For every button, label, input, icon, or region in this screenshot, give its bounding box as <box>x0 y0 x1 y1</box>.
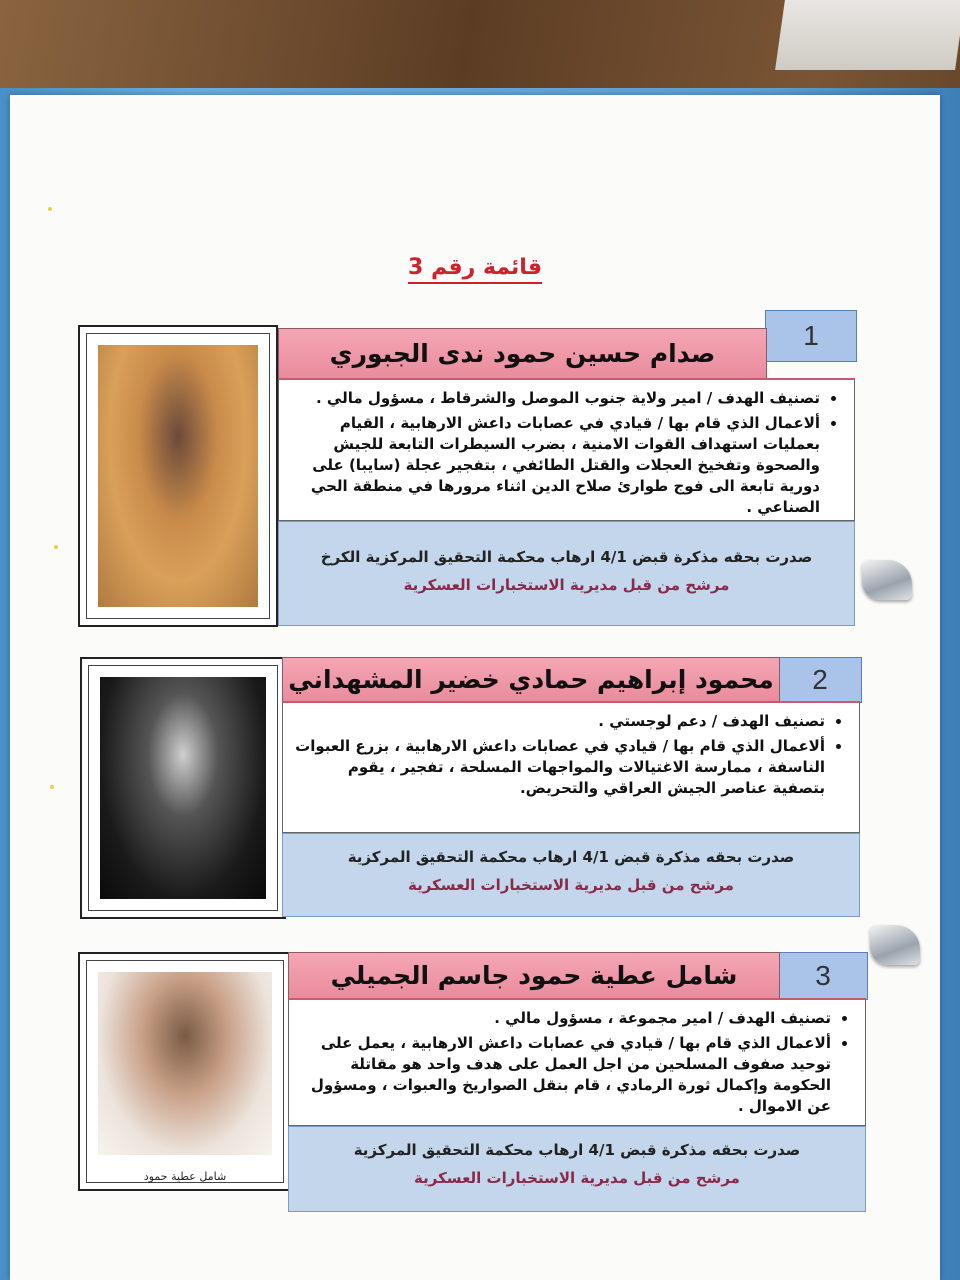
entry-name: صدام حسين حمود ندى الجبوري <box>278 328 767 380</box>
binder-clip <box>862 560 912 600</box>
entry-description <box>282 701 860 833</box>
entry-description <box>278 378 855 521</box>
person-photo <box>98 345 258 607</box>
person-photo <box>98 972 272 1155</box>
warrant-panel <box>288 1126 866 1212</box>
entry-description <box>288 998 866 1126</box>
photo-frame <box>78 325 278 627</box>
classification-text: • تصنيف الهدف / امير مجموعة ، مسؤول مالي . <box>299 1008 831 1029</box>
nominated-text: مرشح من قبل مديرية الاستخبارات العسكرية <box>403 576 730 594</box>
nominated-text: مرشح من قبل مديرية الاستخبارات العسكرية <box>408 876 734 894</box>
warrant-text: صدرت بحقه مذكرة قبض 4/1 ارهاب محكمة التحقيق المركزية <box>347 848 795 866</box>
speck <box>48 207 52 211</box>
warrant-panel <box>278 521 855 626</box>
list-title: قائمة رقم 3 <box>10 255 940 280</box>
entry-number: 1 <box>765 310 857 362</box>
entry-name: شامل عطية حمود جاسم الجميلي <box>288 952 780 1000</box>
actions-text: • ألاعمال الذي قام بها / قيادي في عصابات داعش الارهابية ، بزرع العبوات الناسفة ، ممارسة الاغتيالات والمواجهات المسلحة ، تفجير ، يقوم بتصفية عناصر الجيش العراقي والتحريض. <box>293 736 825 799</box>
binder-clip <box>870 925 920 965</box>
entry-name: محمود إبراهيم حمادي خضير المشهداني <box>282 657 780 703</box>
photo-frame <box>78 952 292 1191</box>
document-page <box>10 95 940 1280</box>
paper-stack <box>775 0 960 70</box>
entry-number: 3 <box>778 952 868 1000</box>
photo-caption: شامل عطية حمود <box>143 1170 227 1183</box>
person-photo <box>100 677 266 899</box>
actions-text: • ألاعمال الذي قام بها / قيادي في عصابات داعش الارهابية ، القيام بعمليات استهداف القوات الامنية ، بضرب السيطرات التابعة للجيش والصحوة وتفخيخ العجلات والقتل الطائفي ، بتفجير عجلة (سايبا) على دورية تابعة الى فوج طوارئ صلاح الدين اثناء مرورها في منطقة الحي الصناعي . <box>289 413 820 518</box>
photo-frame <box>80 657 286 919</box>
speck <box>50 785 54 789</box>
actions-text: • ألاعمال الذي قام بها / قيادي في عصابات داعش الارهابية ، يعمل على توحيد صفوف المسلحين من اجل العمل على هدف واحد هو مقاتلة الحكومة وإكمال ثورة الرمادي ، قام بنقل الصواريخ والعبوات ، ومسؤول عن الاموال . <box>299 1033 831 1117</box>
warrant-panel <box>282 833 860 917</box>
speck <box>54 545 58 549</box>
warrant-text: صدرت بحقه مذكرة قبض 4/1 ارهاب محكمة التحقيق المركزية <box>353 1141 801 1159</box>
classification-text: • تصنيف الهدف / امير ولاية جنوب الموصل والشرقاط ، مسؤول مالي . <box>289 388 820 409</box>
nominated-text: مرشح من قبل مديرية الاستخبارات العسكرية <box>414 1169 740 1187</box>
warrant-text: صدرت بحقه مذكرة قبض 4/1 ارهاب محكمة التحقيق المركزية الكرخ <box>320 548 813 566</box>
classification-text: • تصنيف الهدف / دعم لوجستي . <box>293 711 825 732</box>
entry-number: 2 <box>778 657 862 703</box>
